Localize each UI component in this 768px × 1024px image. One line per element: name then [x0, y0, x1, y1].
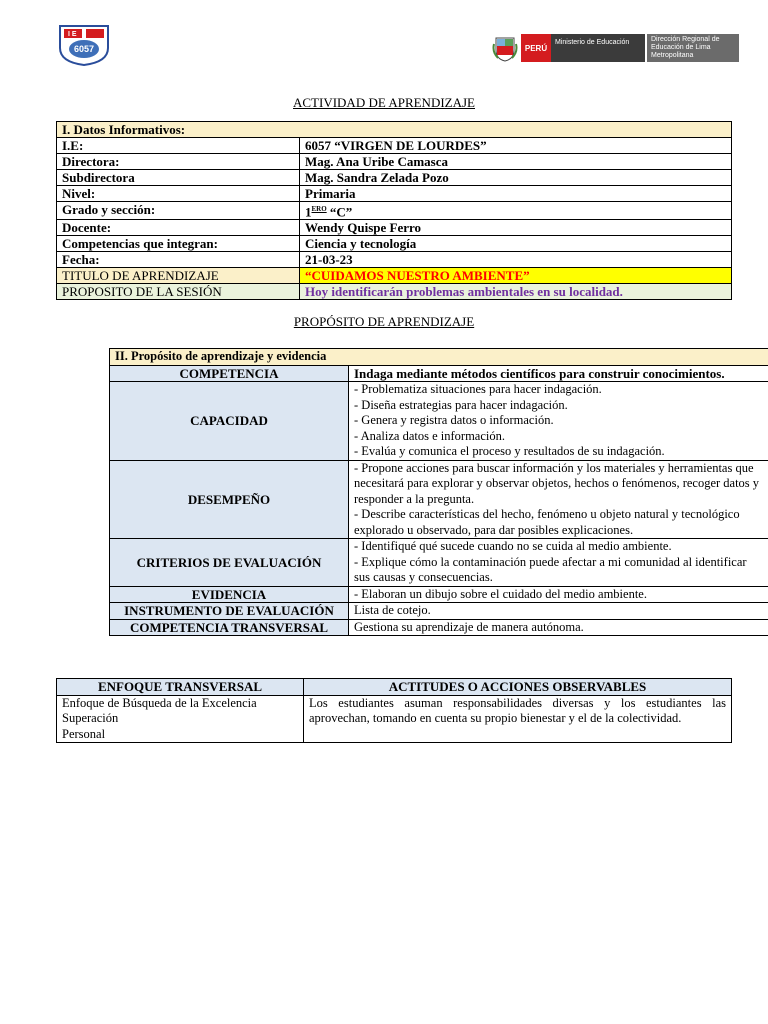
enfoque-line: Superación	[62, 711, 119, 725]
school-logo	[57, 24, 111, 66]
capacidad-item: - Genera y registra datos o información.	[354, 413, 554, 427]
ministry-label: Ministerio de Educación	[551, 34, 645, 62]
label-docente: Docente:	[57, 220, 300, 236]
enfoque-line: Enfoque de Búsqueda de la Excelencia	[62, 695, 257, 710]
desempeno-value	[349, 460, 768, 539]
regional-label: Dirección Regional de Educación de Lima Metropolitana	[647, 34, 739, 62]
value-docente: Wendy Quispe Ferro	[300, 220, 732, 236]
desempeno-item: - Propone acciones para buscar información y los materiales y herramientas que necesitará para explorar y observar objetos, hechos o fenómenos, recoger datos y responder a la pregunta.	[354, 460, 760, 506]
capacidad-item: - Evalúa y comunica el proceso y resultados de su indagación.	[354, 444, 665, 458]
value-proposito: Hoy identificarán problemas ambientales en su localidad.	[300, 284, 732, 300]
enfoque-line: Personal	[62, 726, 106, 741]
capacidad-item: - Diseña estrategias para hacer indagación.	[354, 397, 568, 412]
transversal-label: COMPETENCIA TRANSVERSAL	[110, 619, 349, 636]
competencia-label: COMPETENCIA	[110, 365, 349, 382]
capacidad-item: - Problematiza situaciones para hacer indagación.	[354, 382, 602, 396]
criterios-value	[349, 539, 768, 587]
value-ie: 6057 “VIRGEN DE LOURDES”	[300, 138, 732, 154]
instrumento-label: INSTRUMENTO DE EVALUACIÓN	[110, 603, 349, 620]
section-title-proposito: PROPÓSITO DE APRENDIZAJE	[293, 314, 475, 329]
enfoque-value	[57, 695, 304, 743]
peru-shield-icon	[492, 34, 518, 62]
criterio-item: - Explique cómo la contaminación puede afectar a mi comunidad al identificar sus causas y consecuencias.	[354, 554, 747, 584]
label-proposito: PROPOSITO DE LA SESIÓN	[57, 284, 300, 300]
label-subdirectora: Subdirectora	[57, 170, 300, 186]
value-titulo: “CUIDAMOS NUESTRO AMBIENTE”	[300, 268, 732, 284]
school-number: 6057	[74, 44, 95, 54]
school-letter-i: I E	[68, 31, 77, 38]
label-titulo: TITULO DE APRENDIZAJE	[57, 268, 300, 284]
criterios-label: CRITERIOS DE EVALUACIÓN	[110, 539, 349, 587]
actitudes-header: ACTITUDES O ACCIONES OBSERVABLES	[304, 679, 732, 696]
competencia-value: Indaga mediante métodos científicos para construir conocimientos.	[349, 365, 768, 382]
datos-header: I. Datos Informativos:	[57, 122, 732, 138]
capacidad-value	[349, 382, 768, 461]
minedu-logo	[492, 34, 742, 62]
grade-number: 1	[305, 204, 312, 220]
label-nivel: Nivel:	[57, 186, 300, 202]
datos-informativos-table	[56, 121, 732, 300]
value-subdirectora: Mag. Sandra Zelada Pozo	[300, 170, 732, 186]
value-nivel: Primaria	[300, 186, 732, 202]
transversal-value: Gestiona su aprendizaje de manera autónoma.	[349, 619, 768, 636]
label-directora: Directora:	[57, 154, 300, 170]
enfoque-table	[56, 678, 732, 743]
instrumento-value: Lista de cotejo.	[349, 603, 768, 620]
label-fecha: Fecha:	[57, 252, 300, 268]
label-competencias: Competencias que integran:	[57, 236, 300, 252]
peru-label: PERÚ	[521, 34, 551, 62]
proposito-header: II. Propósito de aprendizaje y evidencia	[110, 349, 768, 366]
label-ie: I.E:	[57, 138, 300, 154]
desempeno-label: DESEMPEÑO	[110, 460, 349, 539]
value-fecha: 21-03-23	[300, 252, 732, 268]
value-grado	[300, 202, 732, 220]
capacidad-item: - Analiza datos e información.	[354, 428, 505, 443]
proposito-table	[109, 348, 768, 636]
enfoque-header: ENFOQUE TRANSVERSAL	[57, 679, 304, 696]
page-title: ACTIVIDAD DE APRENDIZAJE	[293, 95, 475, 110]
actitudes-value: Los estudiantes asuman responsabilidades diversas y los estudiantes las aprovechan, tomando en cuenta su propio bienestar y el de la colectividad.	[304, 695, 732, 743]
desempeno-item: - Describe características del hecho, fenómeno u objeto natural y tecnológico explorado u observado, para dar posibles explicaciones.	[354, 507, 740, 537]
criterio-item: - Identifiqué qué sucede cuando no se cuida al medio ambiente.	[354, 539, 672, 553]
evidencia-value: - Elaboran un dibujo sobre el cuidado del medio ambiente.	[349, 586, 768, 603]
evidencia-label: EVIDENCIA	[110, 586, 349, 603]
value-directora: Mag. Ana Uribe Camasca	[300, 154, 732, 170]
value-competencias: Ciencia y tecnología	[300, 236, 732, 252]
section-letter: “C”	[326, 204, 353, 220]
capacidad-label: CAPACIDAD	[110, 382, 349, 461]
label-grado: Grado y sección:	[57, 202, 300, 220]
grade-suffix: ERO	[311, 205, 327, 213]
